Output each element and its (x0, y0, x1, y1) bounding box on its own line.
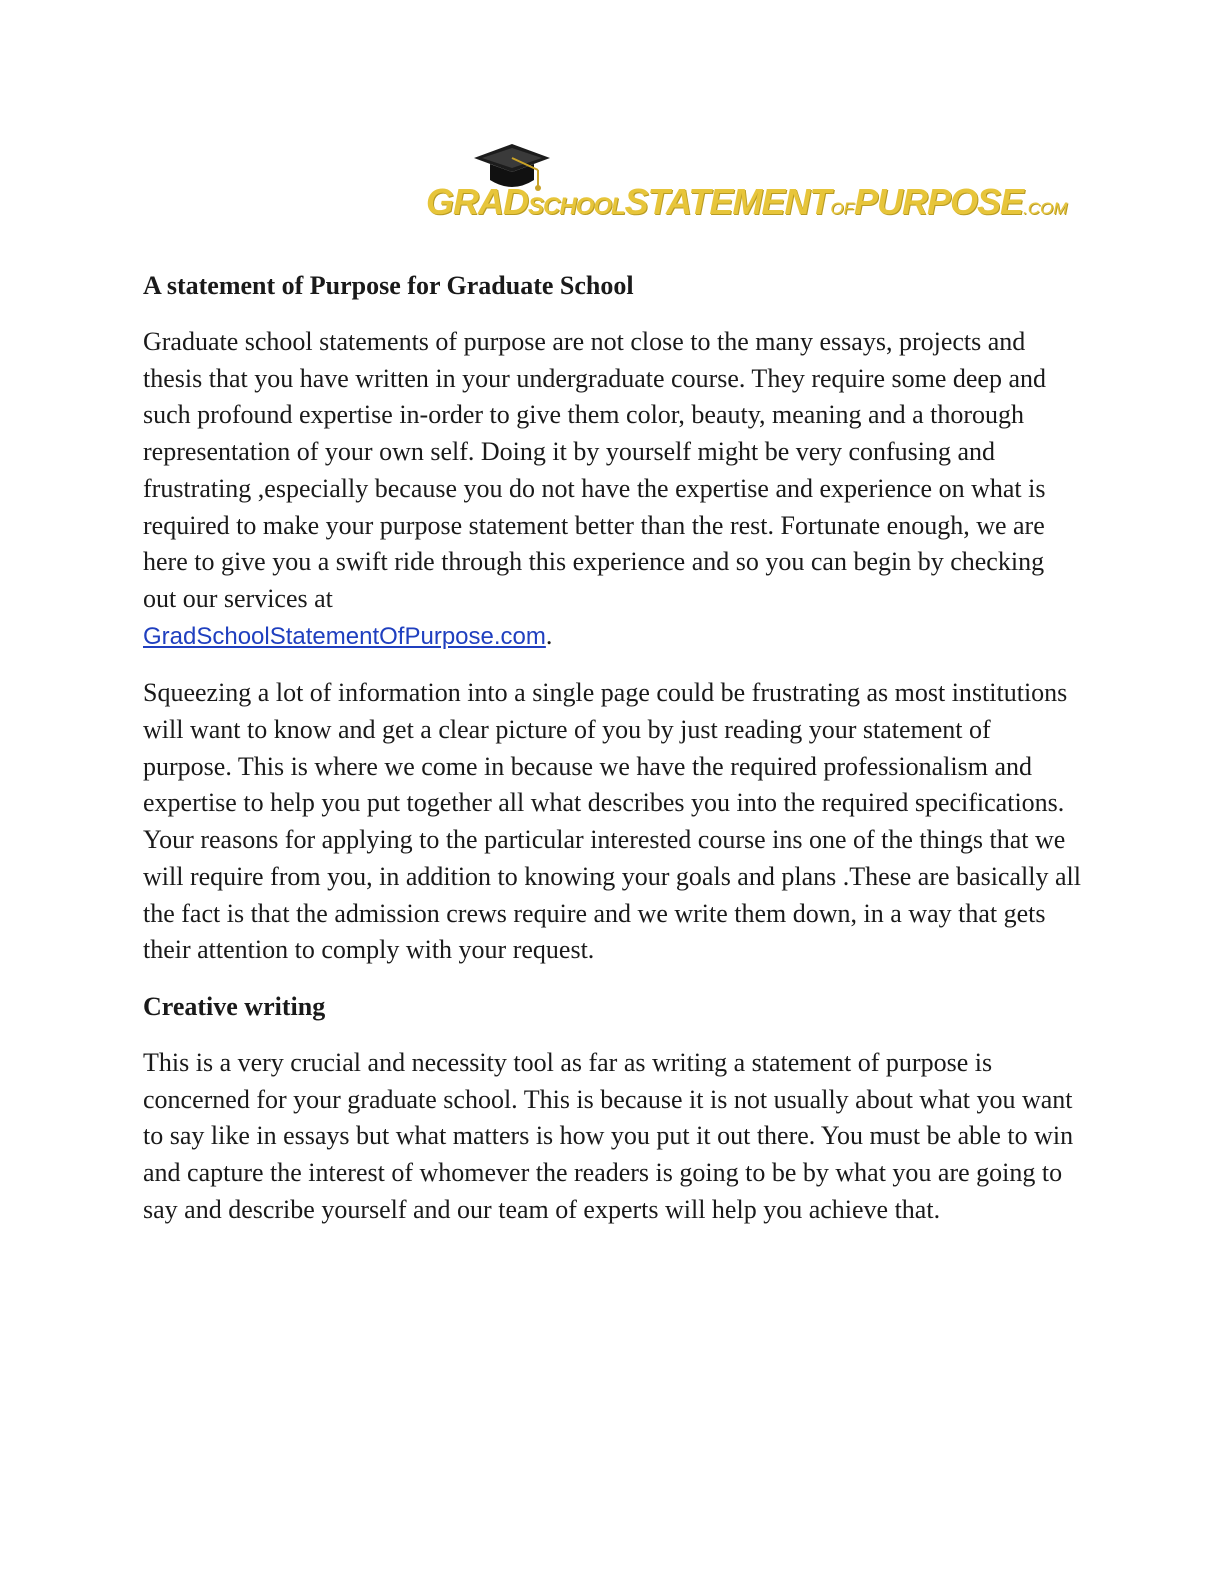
paragraph-intro-text: Graduate school statements of purpose are not close to the many essays, projects and thesis that you have written in your undergraduate course. They require some deep and such profound expertise in-order to give them color, beauty, meaning and a thorough representation of your own self. Doing it by yourself might be very confusing and frustrating ,especially because you do not have the expertise and experience on what is required to make your purpose statement better than the rest. Fortunate enough, we are here to give you a swift ride through this experience and so you can begin by checking out our services at (143, 327, 1046, 613)
logo-part-school: SCHOOL (528, 193, 625, 220)
logo-part-of: OF (830, 199, 854, 218)
paragraph-information: Squeezing a lot of information into a single page could be frustrating as most institutions will want to know and get a clear picture of you by just reading your statement of purpose. This is where we come in because we have the required professionalism and expertise to help you put together all what describes you into the required specifications. Your reasons for applying to the particular interested course ins one of the things that we will require from you, in addition to knowing your goals and plans .These are basically all the fact is that the admission crews require and we write them down, in a way that gets their attention to comply with your request. (143, 678, 1081, 965)
logo-part-grad: GRAD (426, 181, 528, 222)
site-link[interactable]: GradSchoolStatementOfPurpose.com (143, 622, 546, 650)
document-body (143, 268, 1083, 1228)
logo-wordmark (426, 181, 1068, 222)
logo-part-com: .COM (1022, 199, 1068, 218)
logo-part-purpose: PURPOSE (853, 181, 1023, 222)
paragraph-intro (143, 324, 1083, 655)
document-title: A statement of Purpose for Graduate School (143, 271, 634, 300)
logo-part-statement: STATEMENT (624, 181, 831, 222)
paragraph-creative-writing: This is a very crucial and necessity tool as far as writing a statement of purpose is concerned for your graduate school. This is because it is not usually about what you want to say like in essays but what matters is how you put it out there. You must be able to win and capture the interest of whomever the readers is going to be by what you are going to say and describe yourself and our team of experts will help you achieve that. (143, 1047, 1074, 1224)
site-logo (426, 140, 1068, 230)
section-heading-creative-writing: Creative writing (143, 991, 326, 1021)
link-suffix: . (545, 620, 553, 650)
